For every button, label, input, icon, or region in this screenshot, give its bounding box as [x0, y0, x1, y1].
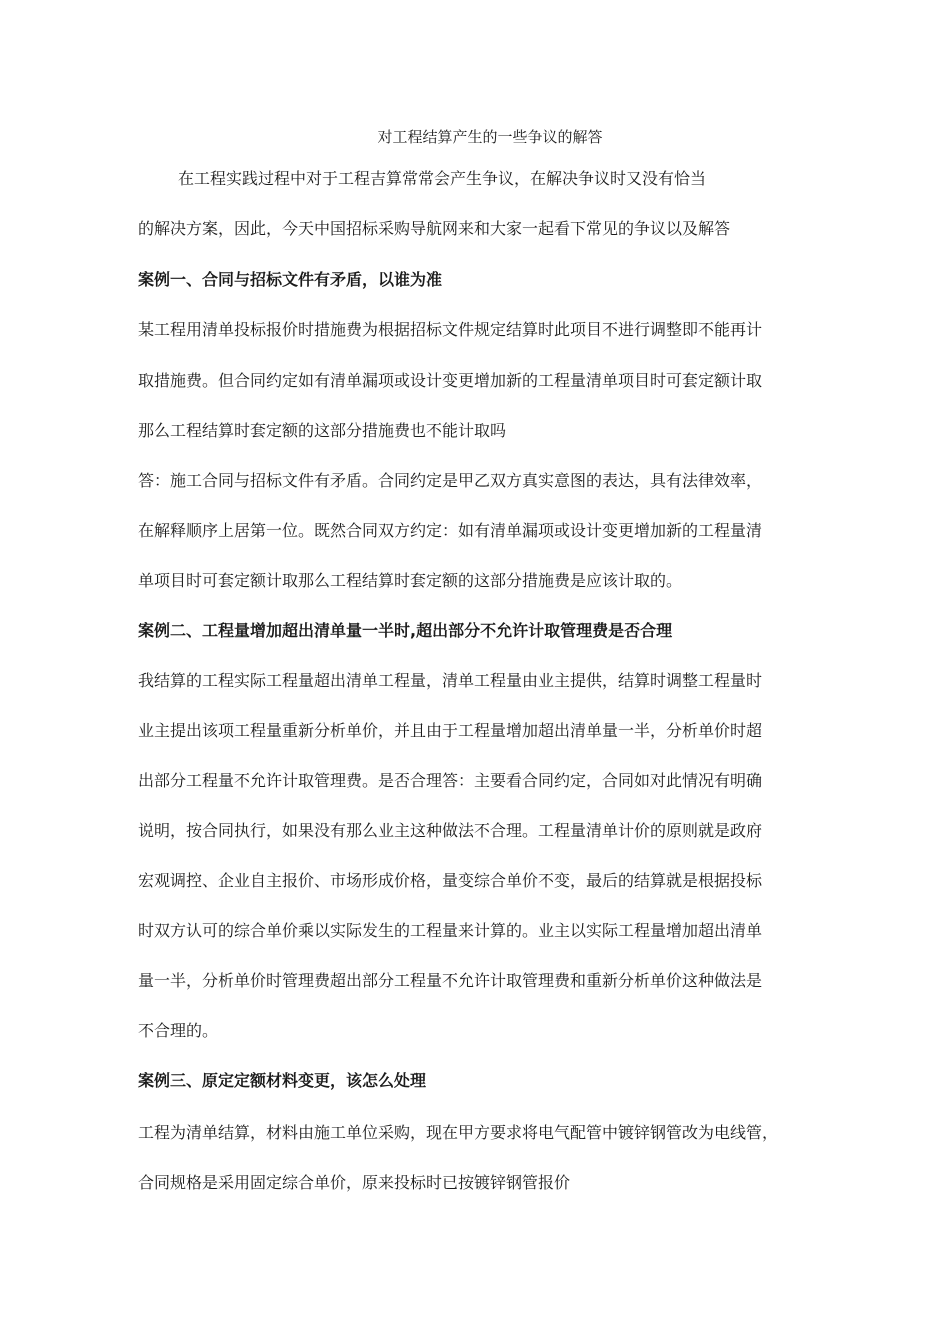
document-title: 对工程结算产生的一些争议的解答 [377, 128, 603, 146]
case2-body-line: 说明，按合同执行，如果没有那么业主这种做法不合理。工程量清单计价的原则就是政府 [138, 821, 763, 840]
case2-body-line: 出部分工程量不允许计取管理费。是否合理答：主要看合同约定，合同如对此情况有明确 [138, 771, 763, 790]
case1-answer-line: 单项目时可套定额计取那么工程结算时套定额的这部分措施费是应该计取的。 [138, 571, 683, 590]
case2-body-line: 我结算的工程实际工程量超出清单工程量，清单工程量由业主提供，结算时调整工程量时 [138, 671, 763, 690]
case1-question-line: 某工程用清单投标报价时措施费为根据招标文件规定结算时此项目不进行调整即不能再计 [138, 320, 763, 339]
case1-question-line: 那么工程结算时套定额的这部分措施费也不能计取吗 [138, 421, 507, 440]
case2-body-line: 量一半，分析单价时管理费超出部分工程量不允许计取管理费和重新分析单价这种做法是 [138, 971, 763, 990]
case1-answer-line: 在解释顺序上居第一位。既然合同双方约定：如有清单漏项或设计变更增加新的工程量清 [138, 521, 763, 540]
case2-body-line: 时双方认可的综合单价乘以实际发生的工程量来计算的。业主以实际工程量增加超出清单 [138, 921, 763, 940]
case2-body-line: 业主提出该项工程量重新分析单价，并且由于工程量增加超出清单量一半，分析单价时超 [138, 721, 763, 740]
case2-body-line: 不合理的。 [138, 1021, 219, 1040]
case1-question-line: 取措施费。但合同约定如有清单漏项或设计变更增加新的工程量清单项目时可套定额计取 [138, 371, 763, 390]
case2-body-line: 宏观调控、企业自主报价、市场形成价格，量变综合单价不变，最后的结算就是根据投标 [138, 871, 763, 890]
case3-heading: 案例三、原定定额材料变更，该怎么处理 [138, 1071, 427, 1090]
intro-line: 在工程实践过程中对于工程吉算常常会产生争议，在解决争议时又没有恰当 [178, 169, 707, 188]
case3-body-line: 工程为清单结算，材料由施工单位采购，现在甲方要求将电气配管中镀锌钢管改为电线管， [138, 1123, 779, 1142]
case2-heading: 案例二、工程量增加超出清单量一半时,超出部分不允许计取管理费是否合理 [138, 621, 673, 640]
case1-heading: 案例一、合同与招标文件有矛盾，以谁为准 [138, 270, 443, 289]
case3-body-line: 合同规格是采用固定综合单价，原来投标时已按镀锌钢管报价 [138, 1173, 571, 1192]
case1-answer-line: 答：施工合同与招标文件有矛盾。合同约定是甲乙双方真实意图的表达，具有法律效率， [138, 471, 763, 490]
intro-line: 的解决方案，因此，今天中国招标采购导航网来和大家一起看下常见的争议以及解答 [138, 219, 731, 238]
